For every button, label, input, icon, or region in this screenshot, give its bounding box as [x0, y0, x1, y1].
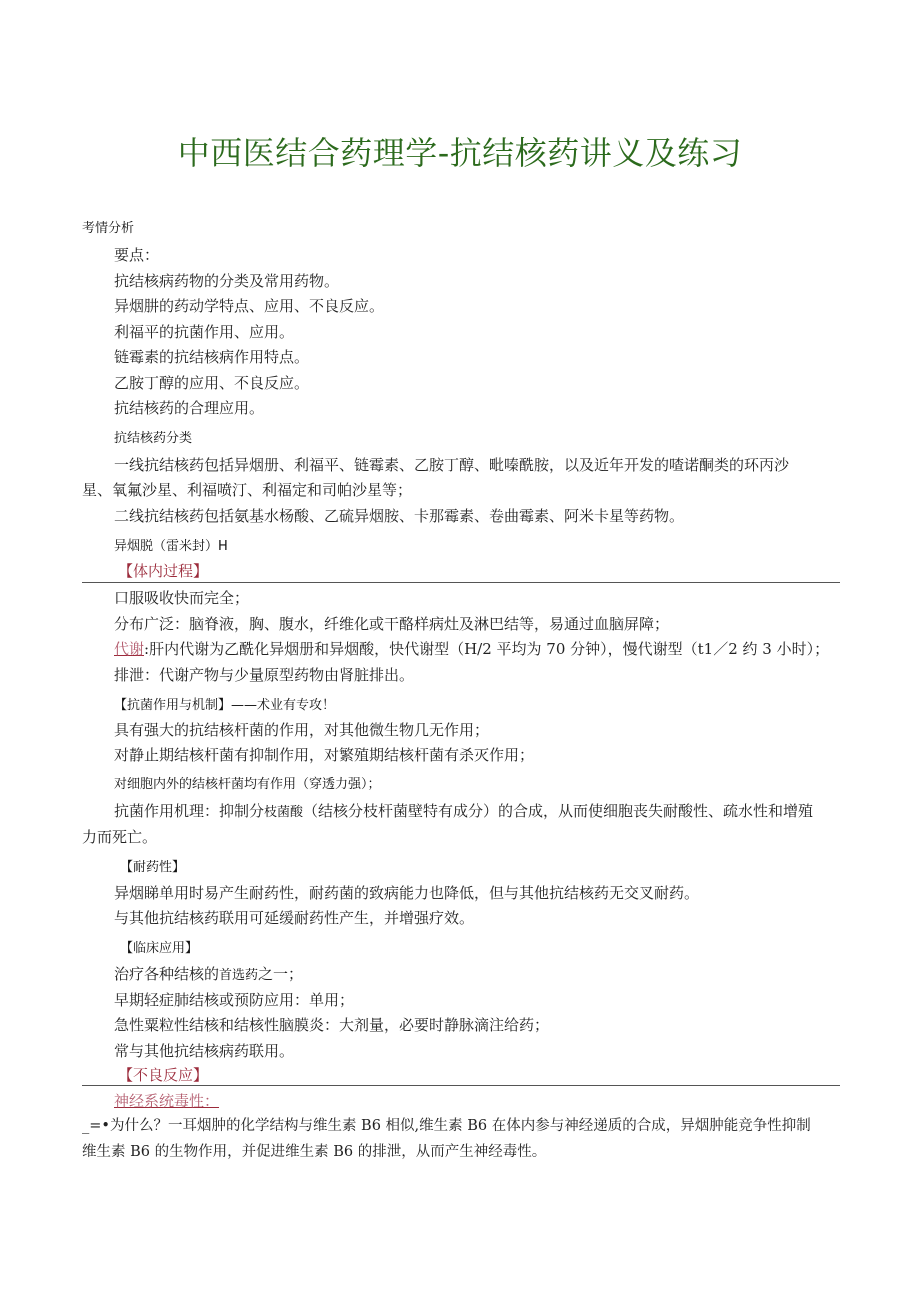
mechanism-text: 具有强大的抗结核杆菌的作用，对其他微生物几无作用；	[114, 721, 490, 739]
resistance-text: 异烟睇单用时易产生耐药性，耐药菌的致病能力也降低，但与其他抗结核药无交叉耐药。	[114, 884, 700, 902]
clinical-text: 早期轻症肺结核或预防应用：单用；	[114, 991, 355, 1009]
clinical-text-b: 首选药	[219, 968, 259, 983]
point-item: 异烟肼的药动学特点、应用、不良反应。	[114, 297, 385, 315]
isoniazid-heading: 异烟脱（雷米封）H	[114, 539, 228, 554]
mechanism-heading: 【抗菌作用与机制】——术业有专攻！	[114, 698, 336, 713]
first-line-drugs: 一线抗结核药包括异烟册、利福平、链霉素、乙胺丁醇、毗嗪酰胺，以及近年开发的喳诺酮类的环丙沙	[114, 456, 790, 474]
divider	[82, 1085, 840, 1086]
mechanism-text: 对静止期结核杆菌有抑制作用，对繁殖期结核杆菌有杀灭作用；	[114, 746, 535, 764]
classification-heading: 抗结核药分类	[114, 431, 193, 446]
metabolism-label: 代谢	[114, 640, 145, 658]
clinical-heading: 【临床应用】	[120, 941, 199, 956]
mechanism-detail	[114, 801, 813, 823]
clinical-text-a: 治疗各种结核的	[114, 965, 220, 983]
distribution-text: 分布广泛：脑脊液，胸、腹水，纤维化或干酪样病灶及淋巴结等，易通过血脑屏障；	[114, 615, 670, 633]
points-label: 要点：	[114, 246, 160, 264]
pk-heading: 【体内过程】	[118, 562, 209, 580]
mechanism-detail-c: （结核分枝杆菌壁特有成分）的合成，从而使细胞丧失耐酸性、疏水性和增殖	[303, 802, 814, 820]
clinical-text: 急性粟粒性结核和结核性脑膜炎：大剂量，必要时静脉滴注给药；	[114, 1016, 550, 1034]
mechanism-text: 对细胞内外的结核杆菌均有作用（穿透力强）；	[114, 777, 381, 792]
neurotoxicity-text: _=•为什么？一耳烟肿的化学结构与维生素 B6 相似,维生素 B6 在体内参与神经递质的合成，异烟肿能竞争性抑制	[82, 1118, 811, 1134]
mechanism-detail-b: 枝菌酸	[264, 805, 304, 820]
mechanism-detail-cont: 力而死亡。	[82, 828, 158, 846]
point-item: 乙胺丁醇的应用、不良反应。	[114, 374, 310, 392]
clinical-text	[114, 964, 303, 986]
page-title: 中西医结合药理学-抗结核药讲义及练习	[177, 134, 743, 172]
mechanism-detail-a: 抗菌作用机理：抑制分	[114, 802, 265, 820]
point-item: 利福平的抗菌作用、应用。	[114, 323, 295, 341]
clinical-text: 常与其他抗结核病药联用。	[114, 1042, 295, 1060]
point-item: 抗结核病药物的分类及常用药物。	[114, 272, 340, 290]
neurotoxicity-label: 神经系统毒性：	[114, 1092, 220, 1110]
resistance-text: 与其他抗结核药联用可延缓耐药性产生，并增强疗效。	[114, 909, 475, 927]
excretion-text: 排泄：代谢产物与少量原型药物由肾脏排出。	[114, 666, 415, 684]
adverse-heading: 【不良反应】	[118, 1066, 209, 1084]
divider	[82, 582, 840, 583]
metabolism-text: :肝内代谢为乙酰化异烟册和异烟酸，快代谢型（H/2 平均为 70 分钟），慢代谢型（t1／2 约 3 小时）；	[144, 640, 830, 658]
point-item: 链霉素的抗结核病作用特点。	[114, 348, 310, 366]
neurotoxicity-text: 维生素 B6 的生物作用，并促进维生素 B6 的排泄，从而产生神经毒性。	[82, 1144, 547, 1160]
metabolism-line	[114, 639, 829, 659]
clinical-text-c: 之一；	[258, 965, 304, 983]
point-item: 抗结核药的合理应用。	[114, 399, 265, 417]
second-line-drugs: 二线抗结核药包括氨基水杨酸、乙硫异烟胺、卡那霉素、卷曲霉素、阿米卡星等药物。	[114, 507, 685, 525]
resistance-heading: 【耐药性】	[120, 860, 186, 875]
exam-analysis-heading: 考情分析	[82, 221, 135, 236]
absorption-text: 口服吸收快而完全；	[114, 589, 250, 607]
first-line-drugs-cont: 星、氧氟沙星、利福喷汀、利福定和司帕沙星等；	[82, 481, 413, 499]
